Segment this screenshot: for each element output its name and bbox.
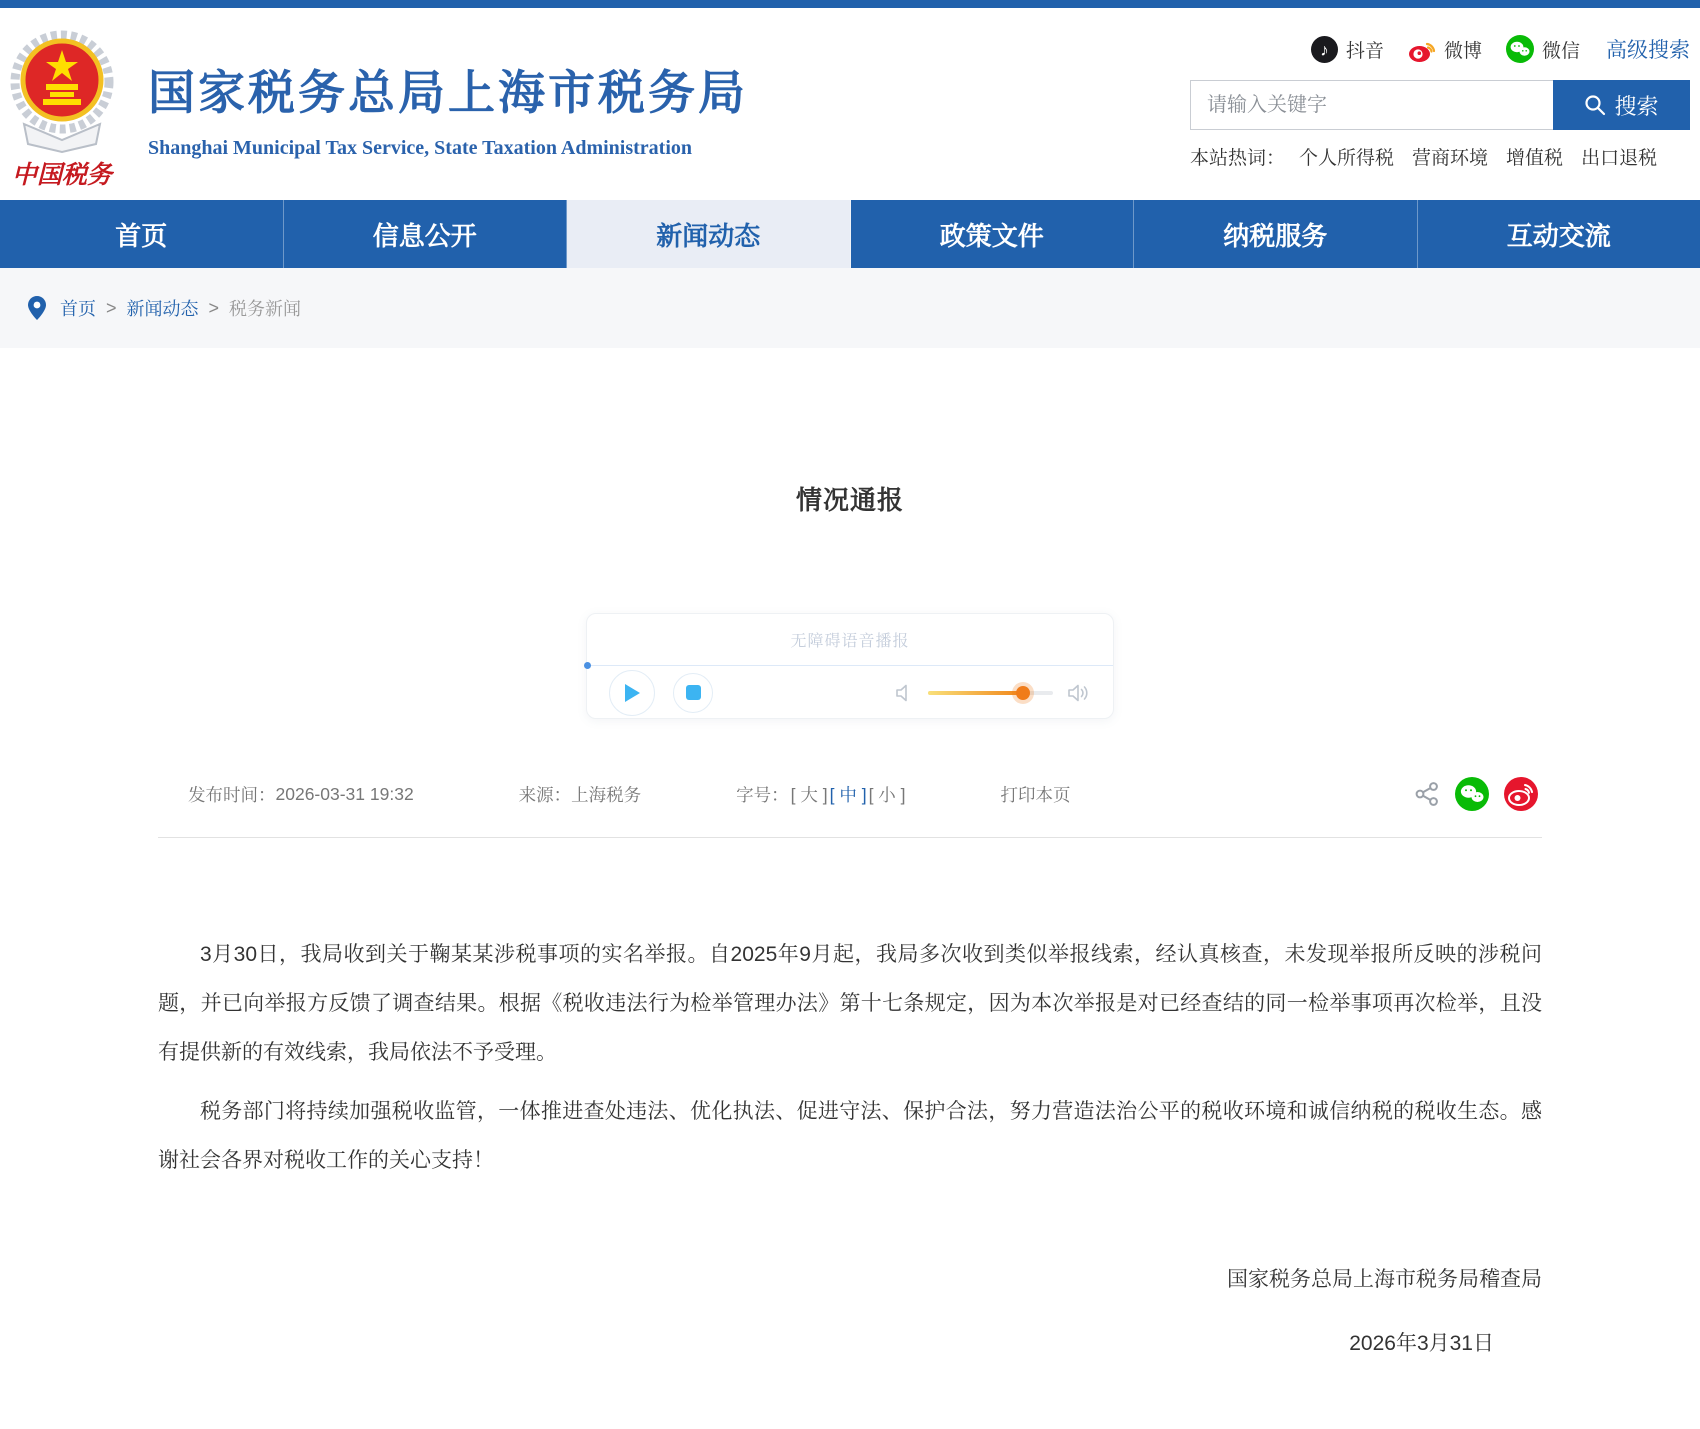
tax-emblem-icon	[10, 20, 114, 192]
play-button[interactable]	[609, 670, 655, 716]
nav-item-news[interactable]: 新闻动态	[567, 200, 851, 268]
publish-time-group	[188, 782, 414, 807]
source-group	[519, 782, 642, 807]
weibo-icon	[1408, 36, 1436, 63]
search-input[interactable]	[1190, 80, 1553, 130]
audio-player-label: 无障碍语音播报	[790, 633, 910, 650]
search-icon	[1584, 94, 1606, 116]
hotword-link[interactable]: 增值税	[1506, 148, 1564, 169]
breadcrumb	[0, 268, 1700, 348]
douyin-label: 抖音	[1345, 40, 1384, 62]
article-meta-row	[158, 777, 1542, 838]
breadcrumb-separator: >	[208, 297, 220, 318]
douyin-icon	[1311, 36, 1338, 63]
font-size-medium-button[interactable]: [ 中 ]	[829, 784, 867, 805]
print-page-button[interactable]: 打印本页	[1000, 784, 1071, 805]
play-icon	[623, 683, 641, 703]
article-body	[158, 930, 1542, 1185]
wechat-link[interactable]	[1506, 35, 1580, 63]
publish-time-value: 2026-03-31 19:32	[275, 783, 414, 804]
nav-item-policy[interactable]: 政策文件	[851, 200, 1135, 268]
search-bar	[1190, 80, 1690, 130]
volume-slider[interactable]	[928, 691, 1053, 695]
volume-slider-knob[interactable]	[1016, 686, 1030, 700]
source-label: 来源：	[518, 784, 572, 805]
social-links-row	[1190, 32, 1690, 66]
svg-text:中国税务: 中国税务	[11, 162, 113, 189]
article-title: 情况通报	[795, 485, 904, 515]
volume-mute-icon[interactable]	[894, 683, 914, 703]
main-navigation	[0, 200, 1700, 268]
top-accent-bar	[0, 0, 1700, 8]
hotword-link[interactable]: 个人所得税	[1299, 148, 1395, 169]
wechat-icon	[1506, 35, 1534, 63]
nav-item-home[interactable]: 首页	[0, 200, 284, 268]
audio-player-header	[587, 614, 1113, 666]
weibo-link[interactable]	[1408, 36, 1482, 63]
advanced-search-link[interactable]: 高级搜索	[1606, 39, 1690, 62]
share-icon[interactable]	[1414, 781, 1440, 807]
site-subtitle-english: Shanghai Municipal Tax Service, State Taxation Administration	[148, 137, 692, 159]
volume-speaker-icon[interactable]	[1067, 683, 1091, 703]
site-title-block	[148, 56, 748, 160]
weibo-label: 微博	[1443, 40, 1482, 62]
hotword-link[interactable]: 出口退税	[1581, 148, 1658, 169]
header-right-panel	[1190, 32, 1690, 170]
wechat-label: 微信	[1541, 40, 1580, 62]
font-size-label: 字号：	[736, 784, 789, 805]
article-content	[158, 348, 1542, 1357]
tax-emblem-logo	[10, 20, 114, 192]
search-button-label: 搜索	[1614, 93, 1659, 119]
hotword-link[interactable]: 营商环境	[1412, 148, 1489, 169]
volume-slider-fill	[928, 691, 1023, 695]
weibo-share-icon[interactable]	[1504, 777, 1538, 811]
font-size-small-button[interactable]: [ 小 ]	[868, 784, 906, 805]
douyin-link[interactable]	[1311, 36, 1384, 63]
nav-item-information[interactable]: 信息公开	[284, 200, 568, 268]
publish-time-label: 发布时间：	[188, 784, 276, 805]
font-size-large-button[interactable]: [ 大 ]	[790, 784, 828, 805]
source-value: 上海税务	[571, 784, 642, 805]
site-title: 国家税务总局上海市税务局	[148, 66, 748, 119]
svg-text:♪: ♪	[1320, 40, 1329, 59]
volume-control	[894, 683, 1091, 703]
breadcrumb-separator: >	[106, 297, 117, 318]
article-paragraph: 税务部门将持续加强税收监管，一体推进查处违法、优化执法、促进守法、保护合法，努力营造法治公平的税收环境和诚信纳税的税收生态。感谢社会各界对税收工作的关心支持！	[158, 1100, 1542, 1172]
article-paragraph: 3月30日，我局收到关于鞠某某涉税事项的实名举报。自2025年9月起，我局多次收到类似举报线索，经认真核查，未发现举报所反映的涉税问题，并已向举报方反馈了调查结果。根据《税收违法行为检举管理办法》第十七条规定，因为本次举报是对已经查结的同一检举事项再次检举，且没有提供新的有效线索，我局依法不予受理。	[158, 943, 1542, 1064]
site-header	[0, 8, 1700, 200]
location-pin-icon	[28, 296, 46, 320]
article-date: 2026年3月31日	[1349, 1332, 1494, 1355]
nav-item-tax-service[interactable]: 纳税服务	[1134, 200, 1418, 268]
wechat-share-icon[interactable]	[1455, 777, 1489, 811]
audio-player-controls	[587, 666, 1113, 719]
hotwords-row	[1190, 143, 1690, 170]
font-size-control	[736, 782, 905, 807]
breadcrumb-current: 税务新闻	[229, 299, 302, 319]
stop-button[interactable]	[673, 673, 713, 713]
search-button[interactable]	[1553, 80, 1690, 130]
breadcrumb-news[interactable]: 新闻动态	[126, 299, 199, 319]
article-signature: 国家税务总局上海市税务局稽查局	[1227, 1268, 1542, 1291]
breadcrumb-home[interactable]: 首页	[60, 299, 96, 319]
share-icons-group	[1414, 777, 1542, 811]
hotwords-label: 本站热词：	[1190, 148, 1286, 169]
accessibility-audio-player	[586, 613, 1114, 719]
nav-item-interaction[interactable]: 互动交流	[1506, 220, 1611, 251]
stop-icon	[686, 685, 701, 700]
